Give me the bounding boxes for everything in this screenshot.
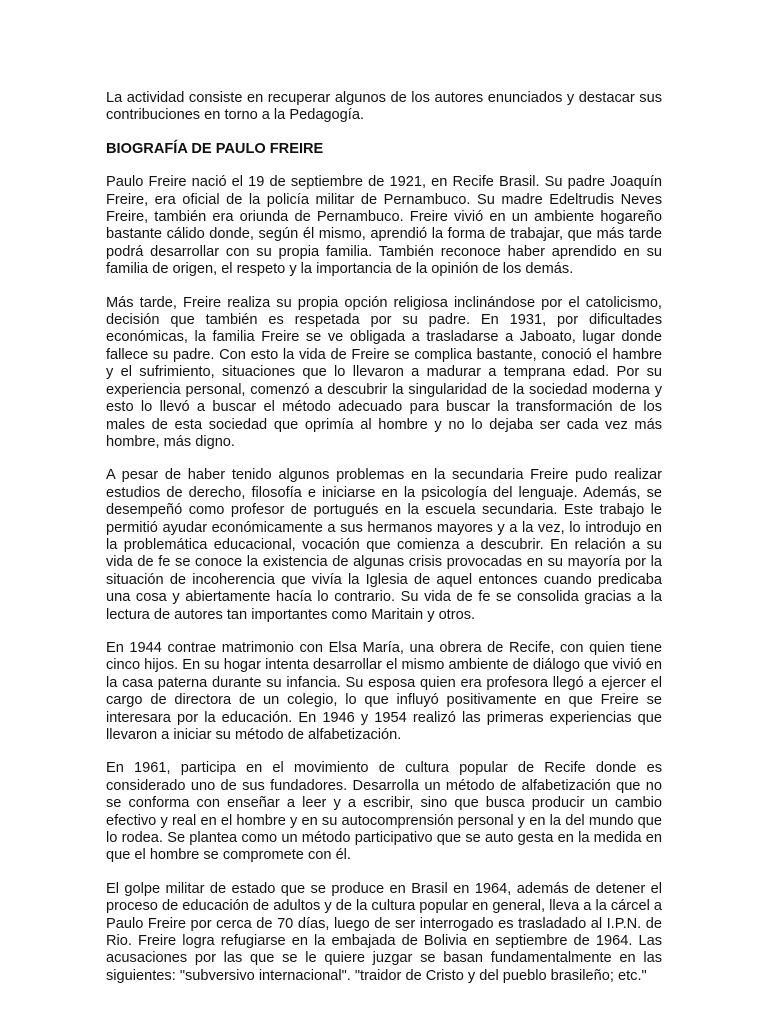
paragraph-religion: Más tarde, Freire realiza su propia opción religiosa inclinándose por el catolicismo, decisión que también es respetada por su padre. En 1931, por dificultades económicas, la familia Freire se ve obligada a trasladarse a Jaboato, lugar donde fallece su padre. Con esto la vida de Freire se complica bastante, conoció el hambre y el sufrimiento, situaciones que lo llevaron a madurar a temprana edad. Por su experiencia personal, comenzó a descubrir la singularidad de la sociedad moderna y esto lo llevó a buscar el método adecuado para buscar la transformación de los males de esta sociedad que oprimía al hombre y no lo dejaba ser cada vez más hombre, más digno. <box>106 294 662 450</box>
intro-paragraph: La actividad consiste en recuperar algunos de los autores enunciados y destacar sus contribuciones en torno a la Pedagogía. <box>106 90 662 124</box>
section-heading: BIOGRAFÍA DE PAULO FREIRE <box>106 140 324 157</box>
document-page <box>106 90 662 1001</box>
paragraph-1961: En 1961, participa en el movimiento de cultura popular de Recife donde es considerado uno de sus fundadores. Desarrolla un método de alfabetización que no se conforma con enseñar a leer y a escribir, sino que busca producir un cambio efectivo y real en el hombre y en su autocomprensión personal y en la del mundo que lo rodea. Se plantea como un método participativo que se auto gesta en la medida en que el hombre se compromete con él. <box>106 760 662 864</box>
paragraph-coup: El golpe militar de estado que se produce en Brasil en 1964, además de detener el proceso de educación de adultos y de la cultura popular en general, lleva a la cárcel a Paulo Freire por cerca de 70 días, luego de ser interrogado es trasladado al I.P.N. de Rio. Freire logra refugiarse en la embajada de Bolivia en septiembre de 1964. Las acusaciones por las que se le quiere juzgar se basan fundamentalmente en las siguientes: "subversivo internacional". "traidor de Cristo y del pueblo brasileño; etc." <box>106 880 662 984</box>
paragraph-birth: Paulo Freire nació el 19 de septiembre de 1921, en Recife Brasil. Su padre Joaquín Freire, era oficial de la policía militar de Pernambuco. Su madre Edeltrudis Neves Freire, también era oriunda de Pernambuco. Freire vivió en un ambiente hogareño bastante cálido donde, según él mismo, aprendió la forma de trabajar, que más tarde podrá desarrollar con su propia familia. También reconoce haber aprendido en su familia de origen, el respeto y la importancia de la opinión de los demás. <box>106 174 662 278</box>
paragraph-studies: A pesar de haber tenido algunos problemas en la secundaria Freire pudo realizar estudios de derecho, filosofía e iniciarse en la psicología del lenguaje. Además, se desempeñó como profesor de portugués en la escuela secundaria. Este trabajo le permitió ayudar económicamente a sus hermanos mayores y a la vez, lo introdujo en la problemática educacional, vocación que comienza a descubrir. En relación a su vida de fe se conoce la existencia de algunas crisis provocadas en su mayoría por la situación de incoherencia que vivía la Iglesia de aquel entonces cuando predicaba una cosa y abiertamente hacía lo contrario. Su vida de fe se consolida gracias a la lectura de autores tan importantes como Maritain y otros. <box>106 467 662 623</box>
paragraph-marriage: En 1944 contrae matrimonio con Elsa María, una obrera de Recife, con quien tiene cinco hijos. En su hogar intenta desarrollar el mismo ambiente de diálogo que vivió en la casa paterna durante su infancia. Su esposa quien era profesora llegó a ejercer el cargo de directora de un colegio, lo que influyó positivamente en que Freire se interesara por la educación. En 1946 y 1954 realizó las primeras experiencias que llevaron a iniciar su método de alfabetización. <box>106 639 662 743</box>
